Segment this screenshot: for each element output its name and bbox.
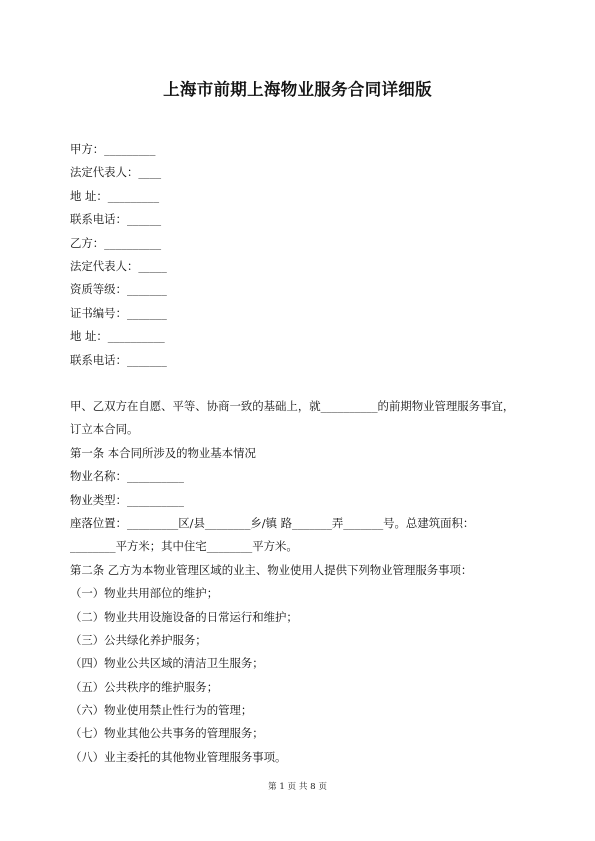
party-a-address-line: 地 址：_________	[70, 188, 160, 203]
party-b-address-line: 地 址：__________	[70, 329, 165, 344]
party-b-qualification-line: 资质等级：_______	[70, 282, 167, 297]
article-heading: 第一条 本合同所涉及的物业基本情况	[70, 445, 256, 460]
body-line: ________平方米；其中住宅________平方米。	[70, 539, 298, 554]
list-item: （一）物业共用部位的维护；	[70, 586, 219, 601]
party-info-block	[70, 138, 530, 372]
document-title: 上海市前期上海物业服务合同详细版	[163, 80, 432, 99]
party-b-representative-line: 法定代表人：_____	[70, 258, 167, 273]
party-a-representative-line: 法定代表人：____	[70, 165, 162, 180]
party-a-phone-line: 联系电话：______	[70, 212, 162, 227]
article-heading: 第二条 乙方为本物业管理区域的业主、物业使用人提供下列物业管理服务事项：	[70, 562, 473, 577]
party-a-line: 甲方：_________	[70, 142, 156, 156]
body-line: 物业名称：__________	[70, 469, 184, 484]
list-item: （五）公共秩序的维护服务；	[70, 679, 219, 694]
list-item: （七）物业其他公共事务的管理服务；	[70, 726, 264, 741]
list-item: （二）物业共用设施设备的日常运行和维护；	[70, 609, 298, 624]
body-line: 物业类型：__________	[70, 492, 184, 507]
list-item: （六）物业使用禁止性行为的管理；	[70, 703, 253, 718]
body-line: 订立本合同。	[70, 422, 139, 437]
party-b-certificate-line: 证书编号：_______	[70, 305, 167, 320]
party-b-line: 乙方：__________	[70, 235, 162, 250]
contract-body	[70, 395, 530, 769]
page-number-footer: 第 1 页 共 8 页	[268, 782, 327, 792]
body-line: 座落位置：_________区/县________乡/镇 路_______弄_______号。总建筑面积：	[70, 515, 475, 530]
list-item: （三）公共绿化养护服务；	[70, 632, 207, 647]
body-line: 甲、乙双方在自愿、平等、协商一致的基础上，就__________的前期物业管理服务事宜，	[70, 399, 515, 413]
party-b-phone-line: 联系电话：_______	[70, 352, 167, 367]
list-item: （四）物业公共区域的清洁卫生服务；	[70, 656, 264, 671]
list-item: （八）业主委托的其他物业管理服务事项。	[70, 749, 287, 764]
